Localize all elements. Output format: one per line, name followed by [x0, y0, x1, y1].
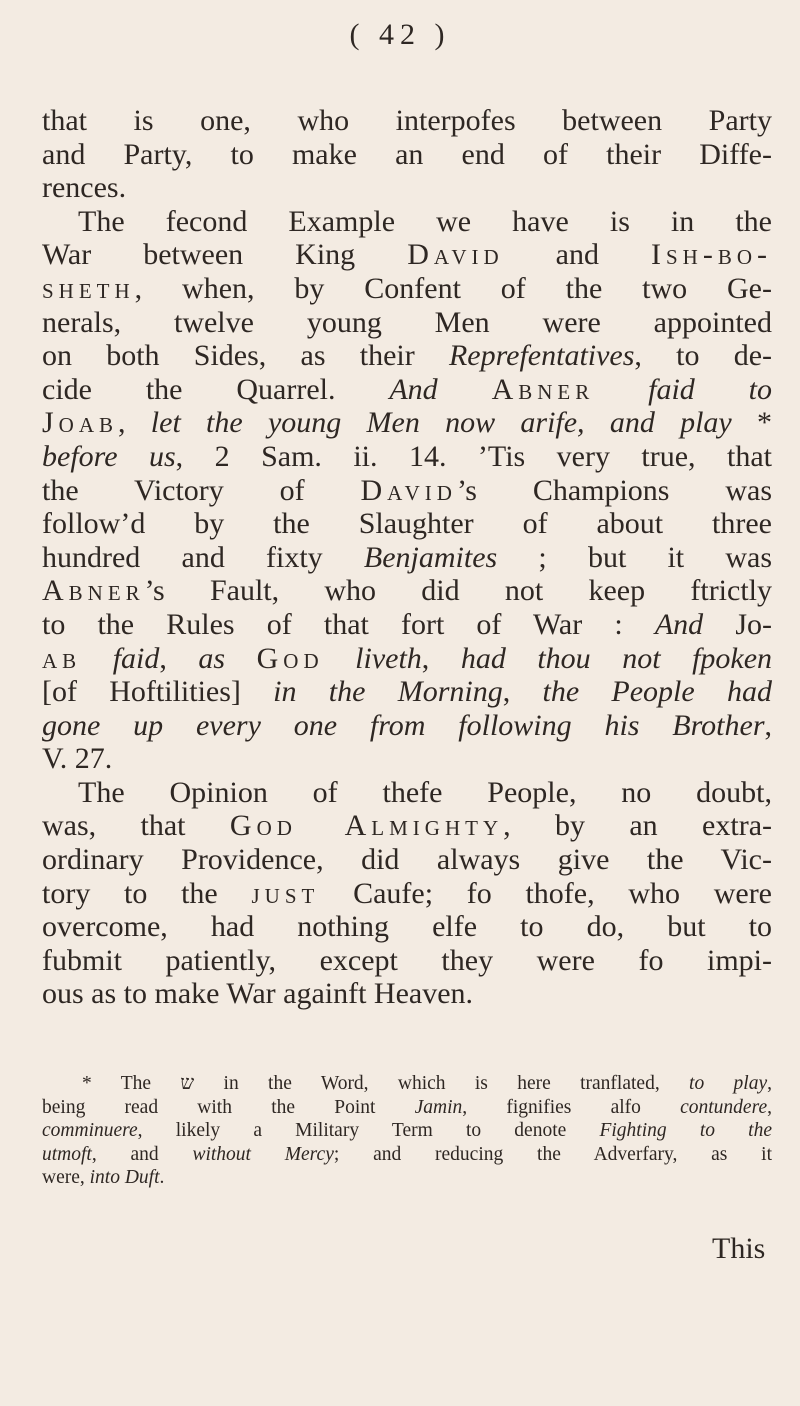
- catchword: This: [712, 1232, 766, 1265]
- italic-text: Fighting to the: [599, 1120, 772, 1142]
- footnote-line: [42, 1119, 772, 1143]
- small-caps-text: sheth: [42, 271, 135, 305]
- text-segment: , by an extra-: [503, 809, 773, 843]
- text-line: [42, 608, 772, 642]
- italic-text: utmoft: [42, 1143, 92, 1165]
- text-segment: * The ש in the Word, which is here tranflated,: [82, 1073, 690, 1094]
- text-segment: ,: [421, 641, 461, 675]
- small-caps-text: Joab: [42, 406, 119, 440]
- text-segment: that is one, who interpofes between Party: [42, 104, 772, 137]
- italic-text: Reprefentatives: [448, 339, 635, 373]
- text-segment: on both Sides, as their: [42, 339, 449, 373]
- text-segment: Caufe; fo thofe, who were: [319, 876, 772, 910]
- small-caps-text: God Almighty: [229, 809, 504, 843]
- small-caps-text: Abner: [491, 372, 595, 406]
- text-line: [42, 171, 772, 205]
- small-caps-text: David: [407, 238, 504, 272]
- italic-text: liveth: [323, 641, 422, 675]
- text-segment: , 2 Sam. ii. 14. ’Tis very true, that: [175, 439, 772, 473]
- text-line: [42, 877, 772, 911]
- text-line: [42, 373, 772, 407]
- text-line: [42, 742, 772, 776]
- text-line: [42, 944, 772, 978]
- text-line: [42, 272, 772, 306]
- italic-text: had thou not fpoken: [460, 641, 773, 675]
- text-line: [42, 642, 772, 676]
- text-line: [42, 977, 772, 1011]
- text-segment: ’s Champions was: [456, 473, 772, 507]
- text-line: [42, 709, 772, 743]
- italic-text: the People had: [542, 675, 772, 709]
- italic-text: And: [654, 607, 704, 641]
- italic-text: before us: [42, 439, 176, 473]
- text-segment: nerals, twelve young Men were appointed: [42, 305, 772, 339]
- text-line: [42, 104, 772, 138]
- text-segment: hundred and fixty: [42, 540, 364, 574]
- text-segment: was, that: [42, 809, 230, 843]
- text-segment: The Opinion of thefe People, no doubt,: [78, 775, 772, 809]
- italic-text: let the young Men now arife, and play: [150, 406, 732, 440]
- text-segment: to the Rules of that fort of War :: [42, 607, 655, 641]
- text-segment: follow’d by the Slaughter of about three: [42, 507, 772, 541]
- text-segment: ; but it was: [497, 540, 773, 574]
- text-segment: ,: [118, 406, 151, 440]
- italic-text: Jamin: [414, 1096, 463, 1118]
- text-line: [42, 205, 772, 239]
- footnote-line: [42, 1166, 772, 1190]
- text-segment: were,: [42, 1167, 90, 1189]
- text-segment: the Victory of: [42, 473, 361, 507]
- small-caps-text: David: [360, 473, 457, 507]
- italic-text: contundere: [680, 1096, 768, 1118]
- text-line: [42, 675, 772, 709]
- footnote-line: [42, 1143, 772, 1167]
- italic-text: into Duft: [89, 1167, 160, 1189]
- text-segment: , fignifies alfo: [462, 1096, 681, 1118]
- text-segment: *: [731, 406, 773, 440]
- body-text: [42, 104, 772, 1011]
- text-line: [42, 507, 772, 541]
- text-line: [42, 440, 772, 474]
- italic-text: gone up every one from following his Brother: [42, 708, 765, 742]
- text-segment: rences.: [42, 171, 127, 205]
- italic-text: Benjamites: [363, 540, 498, 574]
- footnote-line: [42, 1096, 772, 1120]
- text-segment: [of Hoftilities]: [42, 675, 274, 709]
- page-number: ( 42 ): [349, 18, 451, 51]
- text-segment: , and: [91, 1143, 193, 1165]
- text-segment: and: [503, 238, 651, 272]
- text-segment: tory to the: [42, 876, 252, 910]
- text-segment: cide the Quarrel.: [42, 372, 390, 406]
- text-segment: .: [159, 1167, 165, 1189]
- text-segment: ous as to make War againft Heaven.: [42, 977, 474, 1011]
- text-line: [42, 809, 772, 843]
- italic-text: in the Morning: [273, 675, 503, 709]
- text-segment: fubmit patiently, except they were fo impi-: [42, 943, 772, 977]
- text-segment: V. 27.: [42, 742, 113, 776]
- italic-text: without Mercy: [192, 1143, 334, 1165]
- text-segment: War between King: [42, 238, 408, 272]
- small-caps-text: ab: [42, 641, 82, 675]
- text-segment: and Party, to make an end of their Diffe-: [42, 137, 772, 171]
- text-line: [42, 339, 772, 373]
- text-segment: being read with the Point: [42, 1096, 415, 1118]
- text-segment: ,: [159, 641, 199, 675]
- text-line: [42, 406, 772, 440]
- text-segment: The fecond Example we have is in the: [78, 204, 772, 238]
- text-line: [42, 238, 772, 272]
- text-segment: overcome, had nothing elfe to do, but to: [42, 910, 772, 944]
- small-caps-text: just: [251, 876, 320, 910]
- text-segment: , to de-: [634, 339, 773, 373]
- footnote-line: [42, 1072, 772, 1096]
- text-line: [42, 541, 772, 575]
- text-segment: ,: [764, 708, 772, 742]
- text-line: [42, 843, 772, 877]
- italic-text: faid to: [594, 372, 772, 406]
- italic-text: as: [198, 641, 257, 675]
- italic-text: faid: [81, 641, 160, 675]
- text-segment: , when, by Confent of the two Ge-: [134, 271, 772, 305]
- text-segment: ,: [767, 1096, 772, 1118]
- small-caps-text: Abner: [42, 574, 145, 608]
- small-caps-text: God: [256, 641, 324, 675]
- text-segment: Jo-: [703, 607, 772, 641]
- text-segment: ; and reducing the Adverfary, as it: [333, 1143, 772, 1165]
- text-line: [42, 776, 772, 810]
- text-segment: ordinary Providence, did always give the Vic-: [42, 843, 772, 877]
- small-caps-text: Ish-bo-: [651, 238, 772, 272]
- text-line: [42, 910, 772, 944]
- text-segment: ’s Fault, who did not keep ftrictly: [144, 574, 772, 608]
- italic-text: And: [389, 372, 492, 406]
- text-line: [42, 574, 772, 608]
- text-segment: ,: [502, 675, 543, 709]
- italic-text: to play: [689, 1073, 768, 1094]
- text-line: [42, 474, 772, 508]
- text-segment: , likely a Military Term to denote: [137, 1120, 600, 1142]
- text-line: [42, 138, 772, 172]
- text-line: [42, 306, 772, 340]
- footnote: [42, 1072, 772, 1190]
- text-segment: ,: [767, 1073, 772, 1094]
- italic-text: comminuere: [42, 1120, 138, 1142]
